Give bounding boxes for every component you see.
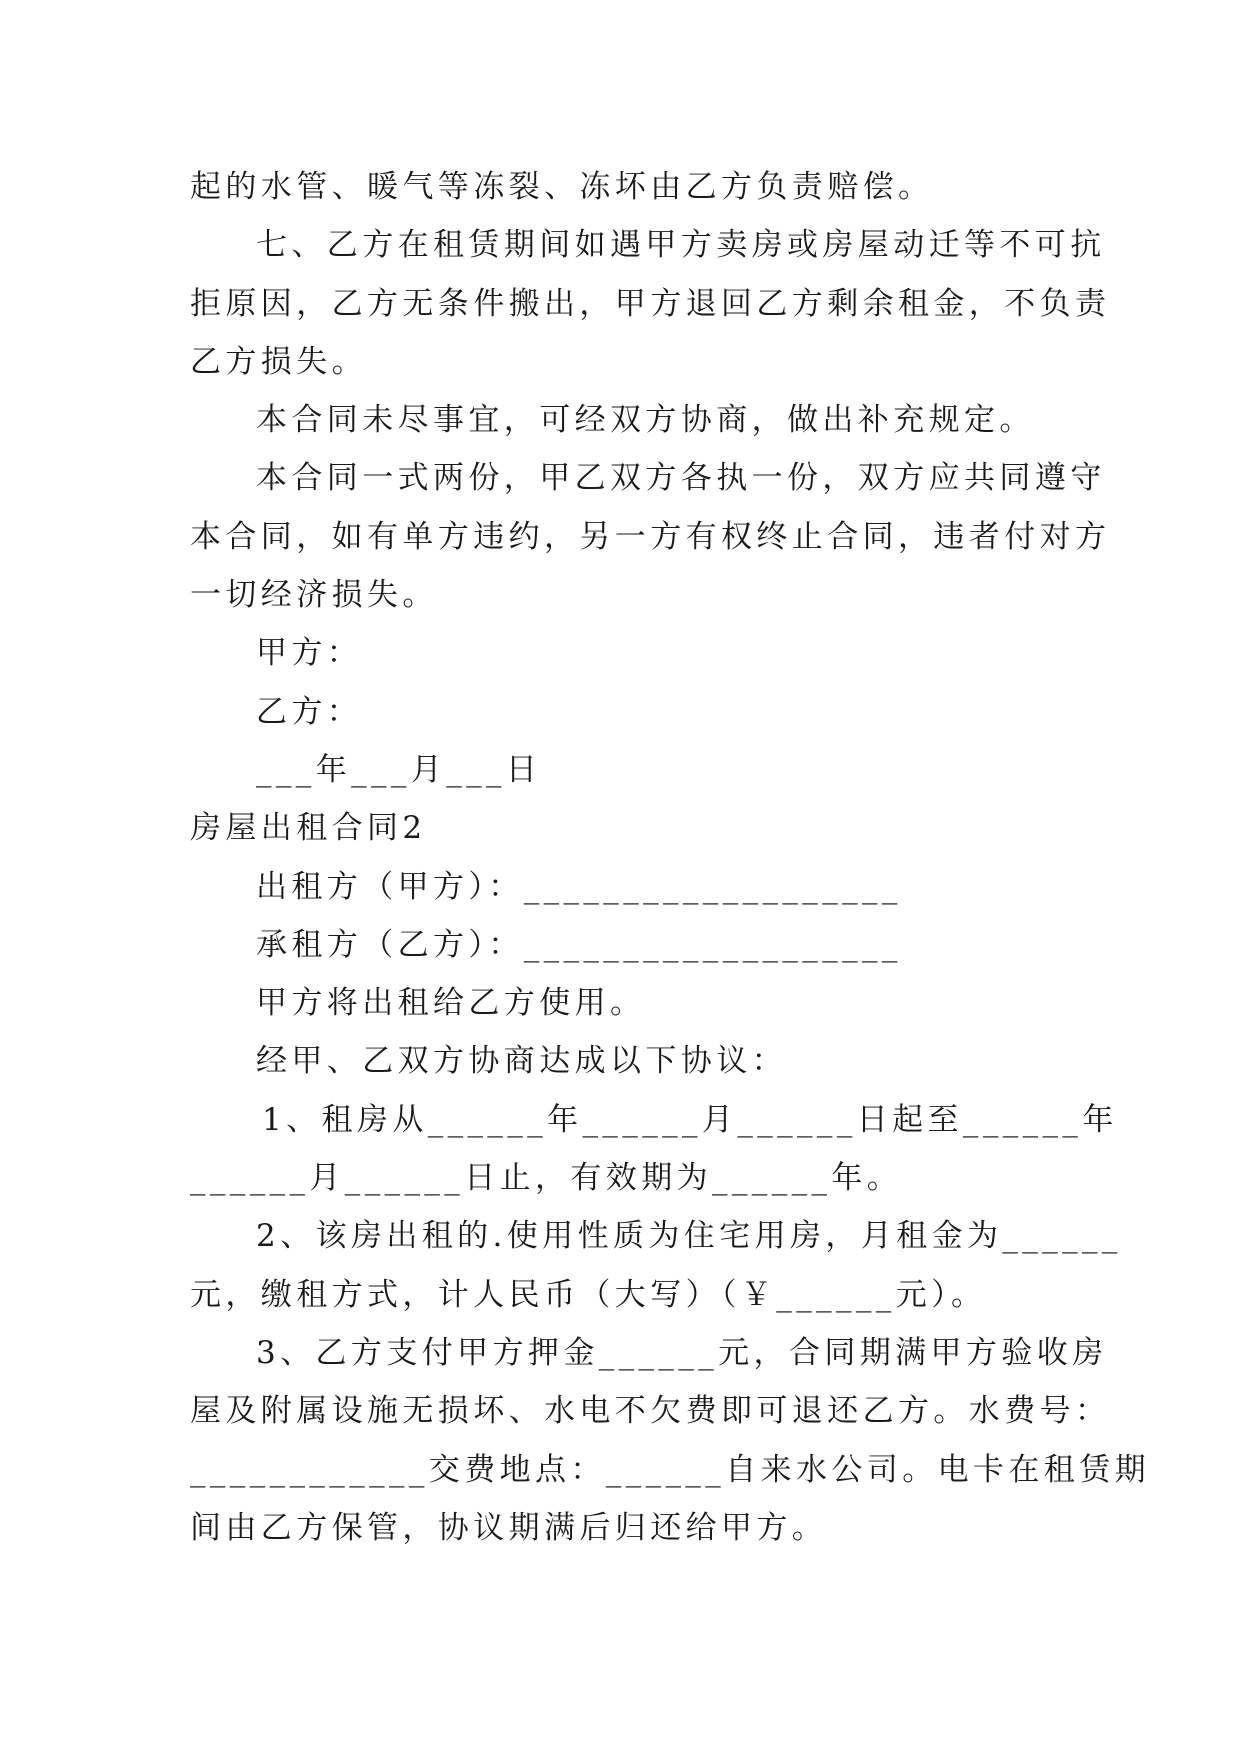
text-line: 一切经济损失。 [190, 577, 438, 614]
lessee-line: 承租方（乙方）：___________________ [256, 926, 902, 963]
text-line: 乙方损失。 [190, 343, 367, 380]
text-line: 本合同未尽事宜，可经双方协商，做出补充规定。 [256, 402, 1035, 439]
section-title [190, 799, 1060, 857]
clause-three [190, 1324, 1150, 1557]
date-line: ___年___月___日 [256, 751, 542, 788]
text-line: ______月______日止，有效期为______年。 [190, 1160, 903, 1197]
text-line: 间由乙方保管，协议期满后归还给甲方。 [190, 1509, 828, 1546]
lessor-field [190, 858, 1060, 916]
contract-title: 房屋出租合同2 [190, 810, 427, 847]
party-a-label: 甲方： [256, 635, 363, 672]
text-line: 起的水管、暖气等冻裂、冻坏由乙方负责赔偿。 [190, 169, 934, 205]
paragraph-usage [190, 974, 1060, 1032]
text-line: 经甲、乙双方协商达成以下协议： [256, 1043, 787, 1080]
signature-party-a [190, 624, 1060, 682]
text-line: 甲方将出租给乙方使用。 [256, 985, 646, 1022]
signature-date [190, 741, 1060, 799]
paragraph-compensation [190, 158, 1060, 216]
paragraph-agreement [190, 1032, 1060, 1090]
clause-one [190, 1091, 1118, 1208]
paragraph-supplement [190, 391, 1060, 449]
clause-two [190, 1207, 1122, 1324]
party-b-label: 乙方： [256, 693, 363, 730]
text-line: 拒原因，乙方无条件搬出，甲方退回乙方剩余租金，不负责 [190, 285, 1111, 322]
paragraph-copies [190, 449, 1111, 624]
contract-text [190, 158, 1150, 1557]
text-line: 2、该房出租的.使用性质为住宅用房，月租金为______ [256, 1218, 1122, 1255]
text-line: 七、乙方在租赁期间如遇甲方卖房或房屋动迁等不可抗 [256, 227, 1106, 264]
text-line: ____________交费地点：______自来水公司。电卡在租赁期 [190, 1451, 1150, 1488]
text-line: 屋及附属设施无损坏、水电不欠费即可退还乙方。水费号： [190, 1393, 1111, 1430]
text-line: 本合同一式两份，甲乙双方各执一份，双方应共同遵守 [256, 460, 1106, 497]
text-line: 本合同，如有单方违约，另一方有权终止合同，违者付对方 [190, 518, 1111, 555]
paragraph-clause-seven [190, 216, 1111, 391]
text-line: 3、乙方支付甲方押金______元，合同期满甲方验收房 [256, 1334, 1108, 1371]
lessee-field [190, 916, 1060, 974]
lessor-line: 出租方（甲方）：___________________ [256, 868, 902, 905]
text-line: 元，缴租方式，计人民币（大写）（￥______元）。 [190, 1276, 987, 1313]
text-line: 1、租房从______年______月______日起至______年 [262, 1101, 1118, 1138]
signature-party-b [190, 683, 1060, 741]
